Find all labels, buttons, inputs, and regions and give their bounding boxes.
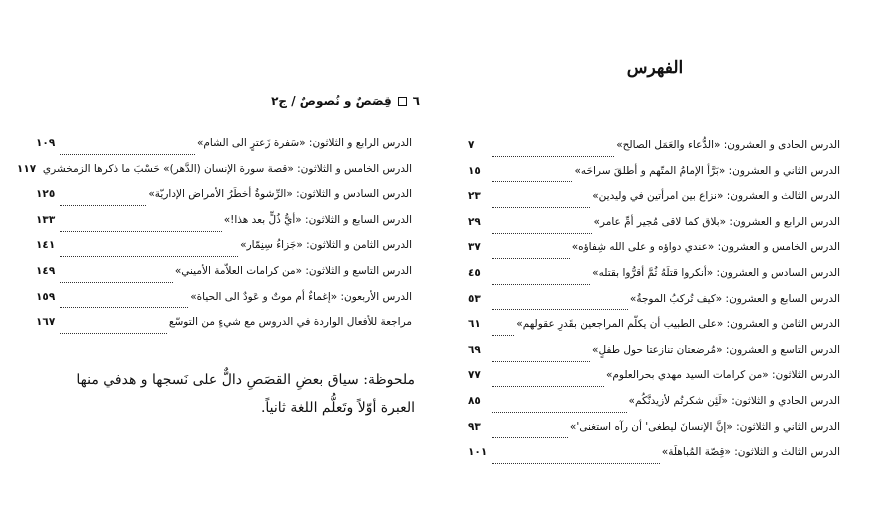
dot-leader <box>492 308 628 310</box>
toc-entry-title: الدرس الخامس و الثلاثون: «قصة سورة الإنسان (الدَّهر)» حَسْبَ ما ذكرها الزمخشري <box>42 162 412 175</box>
toc-entry[interactable] <box>36 188 412 214</box>
toc-entry[interactable] <box>36 137 412 163</box>
dot-leader <box>492 155 614 157</box>
toc-entry[interactable] <box>36 239 412 265</box>
dot-leader <box>60 204 146 206</box>
dot-leader <box>60 153 195 155</box>
toc-entry-title: الدرس الثالث و العشرون: «نزاع بين امرأتين في وليدين» <box>592 190 840 203</box>
dot-leader <box>492 411 627 413</box>
dot-leader <box>60 230 222 232</box>
toc-entry-title: الدرس التاسع و العشرون: «مُرضعتان تنازعتا حول طفلٍ» <box>592 343 840 356</box>
book-title: قِصَصٌ و نُصوصٌ / ج٢ <box>271 94 392 108</box>
toc-entry-title: مراجعة للأفعال الواردة في الدروس مع شيءٍ من التوسّع <box>168 316 412 329</box>
toc-entry-page: ١٣٣ <box>36 213 56 226</box>
running-header <box>270 94 420 108</box>
toc-entry[interactable] <box>468 267 840 293</box>
toc-entry-title: الدرس الثالث و الثلاثون: «قِصّة المُباهلَة» <box>661 446 840 459</box>
dot-leader <box>60 332 167 334</box>
dot-leader <box>492 206 590 208</box>
toc-entry-page: ٤٥ <box>468 266 481 279</box>
toc-entry-page: ٢٩ <box>468 215 481 228</box>
toc-entry[interactable] <box>468 369 840 395</box>
dot-leader <box>492 180 572 182</box>
toc-entry-page: ٦١ <box>468 318 481 331</box>
dot-leader <box>492 232 592 234</box>
toc-entry-title: الدرس السابع و العشرون: «كيف تُركبُ الموجةُ» <box>629 292 840 305</box>
toc-entry-page: ١١٧ <box>16 162 37 175</box>
square-ornament-icon <box>398 97 407 106</box>
toc-entry-page: ٩٣ <box>468 420 481 433</box>
toc-entry[interactable] <box>468 139 840 165</box>
toc-entry-page: ٢٣ <box>468 190 481 203</box>
toc-entry-page: ٧ <box>468 139 475 151</box>
toc-entry-page: ١٠٩ <box>36 137 56 149</box>
toc-entry[interactable] <box>468 318 840 344</box>
toc-entry[interactable] <box>36 291 412 317</box>
toc-entry-page: ١٥ <box>468 164 481 177</box>
dot-leader <box>492 334 514 336</box>
toc-entry[interactable] <box>36 316 412 342</box>
toc-entry-title: الدرس السادس و العشرون: «أنكروا قتلَهُ ثُمَّ أقرُّوا بقتله» <box>592 266 840 279</box>
dot-leader <box>60 255 238 257</box>
toc-left-column <box>16 137 412 342</box>
toc-entry[interactable] <box>36 214 412 240</box>
toc-entry-title: الدرس الحادي و الثلاثون: «لَئِن شكرتُم لأزيدنَّكُم» <box>628 394 840 407</box>
toc-entry[interactable] <box>468 241 840 267</box>
toc-entry-page: ٦٩ <box>468 343 481 356</box>
toc-entry-title: الدرس الأربعون: «إغماءٌ أم موتٌ و عَودٌ الى الحياة» <box>190 290 412 303</box>
dot-leader <box>60 306 188 308</box>
toc-entry[interactable] <box>468 446 840 472</box>
toc-entry-title: الدرس الرابع و العشرون: «بلاق كما لاقى مُجير أمِّ عامر» <box>593 215 840 228</box>
toc-entry-page: ١٦٧ <box>36 316 56 329</box>
toc-entry-title: الدرس الثامن و الثلاثون: «جَزاءُ سِنِمّار» <box>240 239 412 252</box>
toc-entry[interactable] <box>468 190 840 216</box>
toc-entry-page: ٣٧ <box>468 241 481 254</box>
toc-entry-page: ١٥٩ <box>36 290 56 303</box>
dot-leader <box>492 462 660 464</box>
toc-entry-page: ٨٥ <box>468 394 481 407</box>
toc-entry-title: الدرس الثاني و العشرون: «بَرَّأ الإمامُ المتّهم و أطلقَ سراحَه» <box>574 164 840 177</box>
toc-entry-title: الدرس الحادى و العشرون: «الدُّعاء والعَمَل الصالح» <box>616 139 840 151</box>
dot-leader <box>492 436 568 438</box>
toc-entry-page: ١٤١ <box>36 239 56 252</box>
toc-entry[interactable] <box>468 344 840 370</box>
toc-entry-title: الدرس الخامس و العشرون: «عندي دواؤه و على الله شِفاؤه» <box>571 241 840 254</box>
toc-entry[interactable] <box>468 293 840 319</box>
toc-entry-page: ١٢٥ <box>36 188 56 201</box>
toc-entry[interactable] <box>36 265 412 291</box>
dot-leader <box>492 360 590 362</box>
note-paragraph: ملحوظة: سياق بعضِ القصَصِ دالٌّ على نَسجها و هدفي منها العبرة أوّلاً وتَعلُّم اللغة ثانياً. <box>76 372 415 416</box>
page-number: ٦ <box>412 94 420 108</box>
dot-leader <box>60 281 173 283</box>
dot-leader <box>492 257 570 259</box>
toc-entry-title: الدرس الثلاثون: «من كرامات السيد مهدي بحرالعلوم» <box>605 369 840 382</box>
dot-leader <box>492 283 590 285</box>
toc-entry[interactable] <box>468 395 840 421</box>
toc-entry[interactable] <box>16 162 412 189</box>
toc-right-column <box>468 139 840 472</box>
toc-entry-title: الدرس السادس و الثلاثون: «الرِّشوةُ أخطَرُ الأمراض الإداريّة» <box>148 188 412 201</box>
toc-entry-title: الدرس الرابع و الثلاثون: «سَفرة زَعترٍ الى الشام» <box>196 137 412 149</box>
toc-entry[interactable] <box>468 165 840 191</box>
toc-entry[interactable] <box>468 421 840 447</box>
toc-entry-title: الدرس التاسع و الثلاثون: «من كرامات العلاّمة الأميني» <box>174 264 412 277</box>
toc-entry-page: ٥٣ <box>468 292 481 305</box>
toc-entry-page: ١٤٩ <box>36 264 56 277</box>
toc-entry-page: ٧٧ <box>468 369 481 382</box>
toc-entry-page: ١٠١ <box>468 446 488 459</box>
dot-leader <box>492 385 604 387</box>
page-title: الفهرس <box>626 58 684 78</box>
toc-entry-title: الدرس السابع و الثلاثون: «أيُّ ذُلٍّ بعد هذا!» <box>223 213 412 226</box>
toc-entry[interactable] <box>468 216 840 242</box>
toc-entry-title: الدرس الثامن و العشرون: «على الطبيب أن يكلّم المراجعين بقَدرِ عقولهم» <box>516 318 840 331</box>
toc-entry-title: الدرس الثاني و الثلاثون: «إنَّ الإنسانَ ليطغى' أن رآه استغنى'» <box>569 420 840 433</box>
